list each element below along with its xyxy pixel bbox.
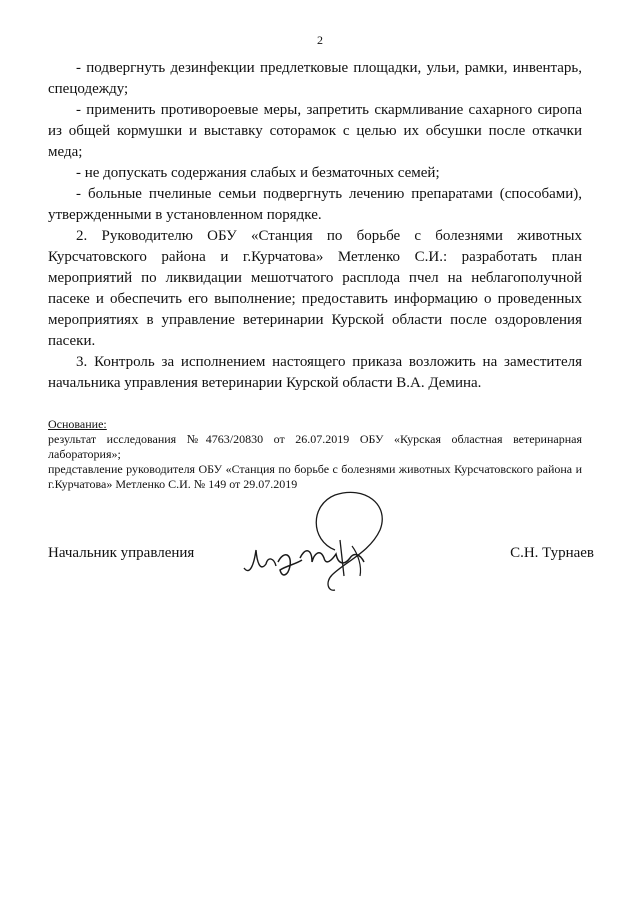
- signatory-position: Начальник управления: [48, 545, 195, 561]
- paragraph-item-2: 2. Руководителю ОБУ «Станция по борьбе с болезнями животных Курсчатовского района и г.Курчатова» Метленко С.И.: разработать план мероприятий по ликвидации мешотчатого расплода пчел на неблагополучной пасеке и обеспечить его выполнение; предоставить информацию о проведенных мероприятиях в управление ветеринарии Курской области после оздоровления пасеки.: [48, 228, 582, 349]
- page-number: 2: [317, 33, 323, 47]
- basis-title: Основание:: [48, 417, 107, 431]
- basis-item-submission: представление руководителя ОБУ «Станция по борьбе с болезнями животных Курсчатовского района и г.Курчатова» Метленко С.И. № 149 от 29.07.2019: [48, 462, 582, 491]
- paragraph-weak-colonies: - не допускать содержания слабых и безматочных семей;: [76, 165, 440, 181]
- paragraph-item-3: 3. Контроль за исполнением настоящего приказа возложить на заместителя начальника управления ветеринарии Курской области В.А. Демина.: [48, 354, 582, 391]
- paragraph-treatment: - больные пчелиные семьи подвергнуть лечению препаратами (способами), утвержденными в установленном порядке.: [48, 186, 582, 223]
- order-body: [48, 58, 582, 394]
- paragraph-disinfection: - подвергнуть дезинфекции предлетковые площадки, ульи, рамки, инвентарь, спецодежду;: [48, 60, 582, 97]
- basis-item-lab-result: результат исследования №4763/20830 от 26.07.2019 ОБУ «Курская областная ветеринарная лаборатория»;: [48, 432, 582, 461]
- paragraph-anti-swarm: - применить противороевые меры, запретить скармливание сахарного сиропа из общей кормушки и выставку сотoрамок с целью их обсушки после откачки меда;: [48, 102, 582, 160]
- handwritten-signature: [240, 480, 410, 610]
- signatory-name: С.Н. Турнаев: [510, 545, 594, 561]
